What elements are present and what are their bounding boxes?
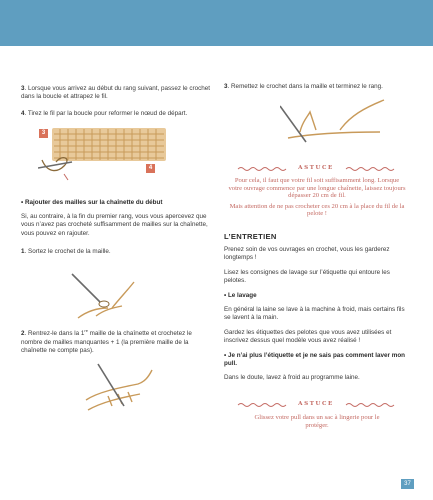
step-1-paragraph bbox=[21, 248, 214, 256]
astuce-title: ASTUCE bbox=[298, 165, 334, 171]
no-label-paragraph: Dans le doute, lavez à froid au programme laine. bbox=[224, 374, 360, 382]
step-3-right-paragraph bbox=[224, 83, 412, 91]
step-text: . Sortez le crochet de la maille. bbox=[24, 248, 111, 255]
step-number: 1 bbox=[21, 248, 25, 255]
step-number: 2 bbox=[21, 330, 25, 338]
step-text: . Remettez le crochet dans la maille et terminez le rang. bbox=[227, 83, 383, 90]
step-text: . Tirez le fil par la boucle pour reformer le nœud de départ. bbox=[24, 110, 188, 117]
astuce-wave-left bbox=[236, 401, 292, 409]
header-bar bbox=[0, 0, 433, 46]
care-paragraph: Lisez les consignes de lavage sur l’étiquette qui entoure les pelotes. bbox=[224, 268, 390, 285]
astuce-text bbox=[228, 177, 406, 218]
wash-paragraph: En général la laine se lave à la machine à froid, mais certains fils se lavent à la main. bbox=[224, 306, 405, 322]
step-text: maille de la chaînette et crochetez le nombre de mailles manquantes + 1 (la première maille de la chaînette ne compte pas). bbox=[21, 330, 192, 354]
step-text: . Rentrez-le dans la 1 bbox=[24, 330, 85, 338]
astuce-line: Mais attention de ne pas crocheter ces 20 cm à la place du fil de la pelote ! bbox=[229, 202, 405, 218]
astuce-wave-left bbox=[236, 165, 292, 173]
step-number: 4 bbox=[21, 110, 25, 117]
step-3-paragraph bbox=[21, 85, 214, 102]
step-number: 3 bbox=[224, 83, 228, 90]
step-badge-3: 3 bbox=[39, 129, 48, 138]
astuce-title: ASTUCE bbox=[298, 401, 334, 407]
book-page bbox=[0, 46, 433, 500]
step-badge-4: 4 bbox=[146, 164, 155, 173]
page-number: 37 bbox=[401, 479, 414, 489]
astuce-wave-right bbox=[344, 401, 400, 409]
finish-row-illustration bbox=[280, 98, 400, 150]
care-paragraph: Prenez soin de vos ouvrages en crochet, vous les garderez longtemps ! bbox=[224, 246, 390, 262]
hook-loop-illustration bbox=[56, 272, 146, 322]
step-text: . Lorsque vous arrivez au début du rang suivant, passez le crochet dans la boucle et attrapez le fil. bbox=[21, 85, 211, 101]
crochet-swatch-illustration bbox=[38, 124, 170, 184]
section-title: L’ENTRETIEN bbox=[224, 232, 277, 241]
astuce-wave-right bbox=[344, 165, 400, 173]
add-stitches-paragraph: Si, au contraire, à la fin du premier rang, vous vous apercevez que vous n’avez pas crocheté suffisamment de mailles sur la chaînette, vous pouvez en rajouter. bbox=[21, 213, 208, 237]
superscript: re bbox=[84, 328, 88, 333]
astuce-line: Pour cela, il faut que votre fil soit suffisamment long. Lorsque votre ouvrage commence par une longue chaînette, laissez toujours dépasser 20 cm de fil. bbox=[228, 177, 406, 200]
care-text-block bbox=[224, 246, 412, 389]
hook-chain-illustration bbox=[78, 360, 158, 420]
astuce-text: Glissez votre pull dans un sac à lingerie pour le protéger. bbox=[254, 414, 380, 429]
step-4-paragraph bbox=[21, 110, 214, 118]
step-number: 3 bbox=[21, 85, 25, 92]
wash-paragraph: Gardez les étiquettes des pelotes que vous avez utilisées et inscrivez dessus quel modèle vous avez réalisé ! bbox=[224, 328, 392, 345]
heading-no-label: • Je n’ai plus l’étiquette et je ne sais pas comment laver mon pull. bbox=[224, 351, 406, 368]
heading-washing: • Le lavage bbox=[224, 291, 257, 299]
heading-add-stitches: • Rajouter des mailles sur la chaînette du début bbox=[21, 199, 163, 206]
step-2-paragraph bbox=[21, 327, 214, 355]
